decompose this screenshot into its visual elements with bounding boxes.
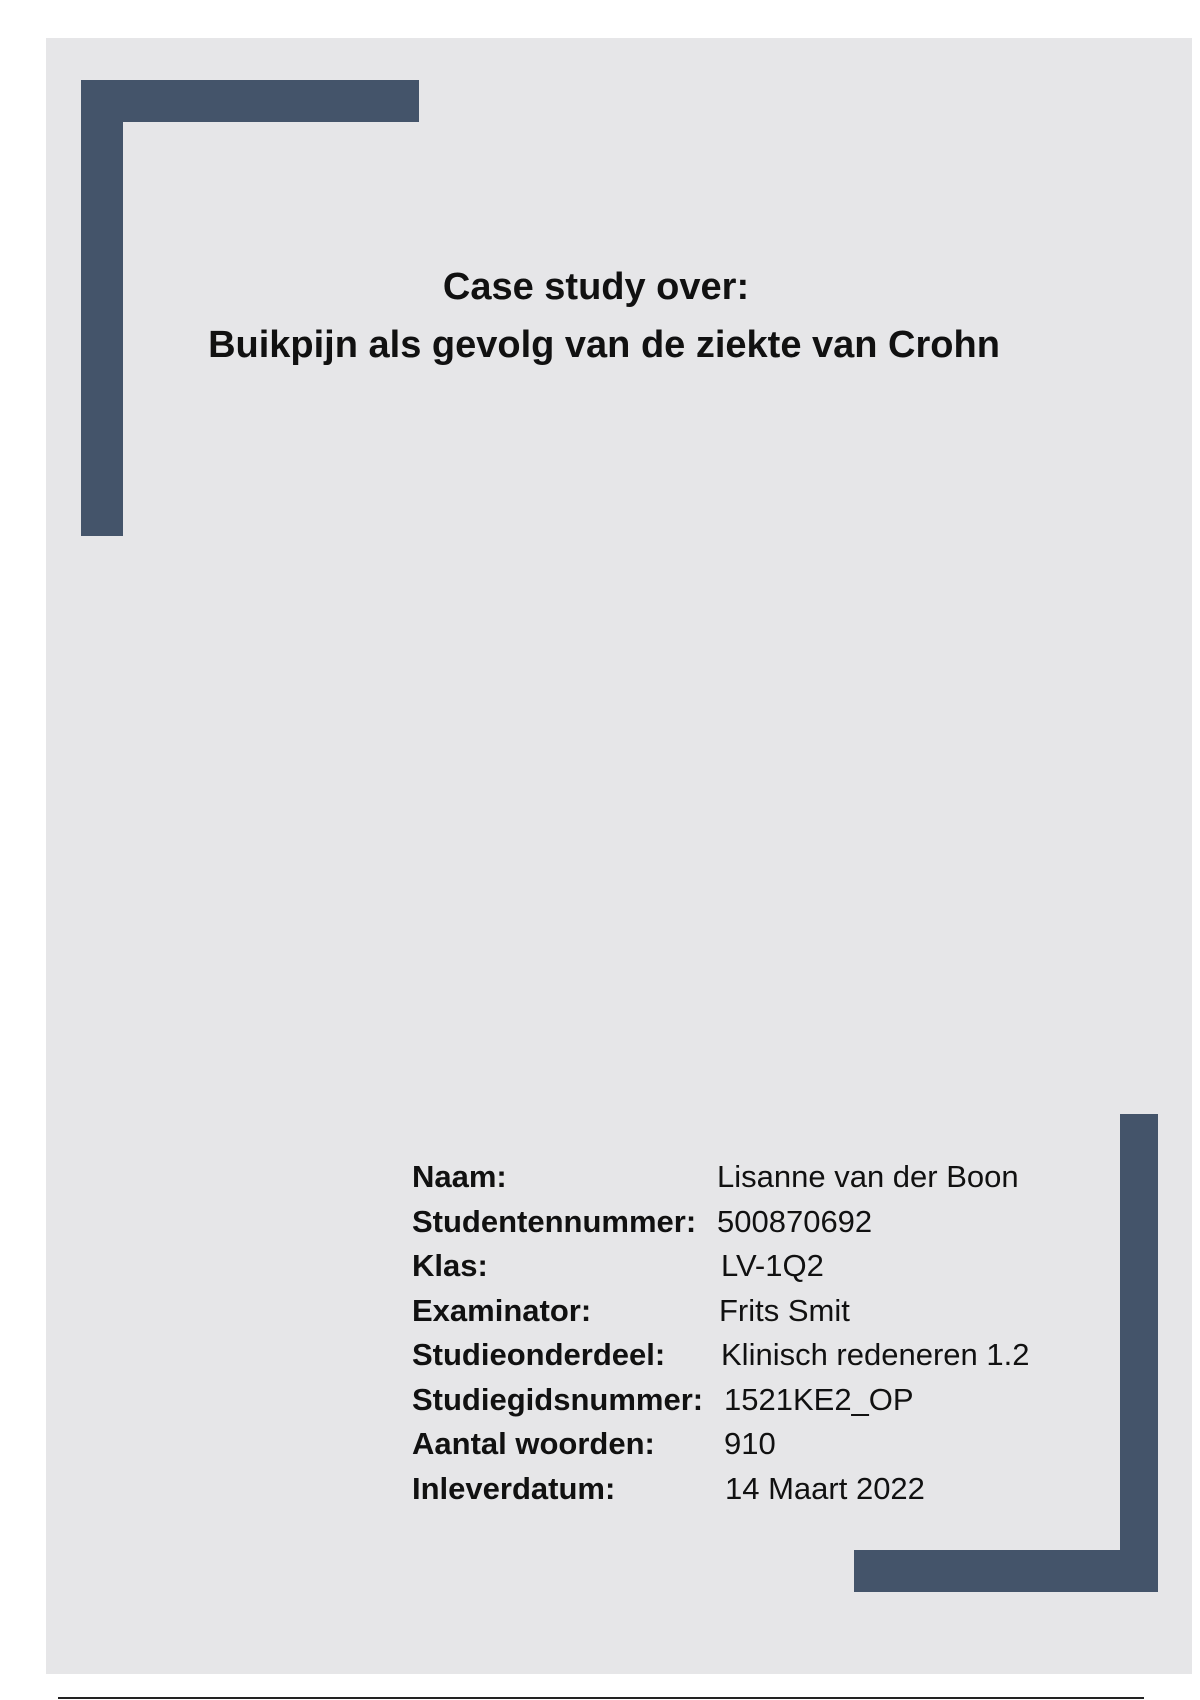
detail-value: 500870692 [717,1203,873,1239]
page-bottom-rule [58,1697,1144,1699]
detail-value: Klinisch redeneren 1.2 [721,1337,1030,1372]
detail-label: Studentennummer: [412,1203,697,1239]
detail-value: 14 Maart 2022 [725,1470,925,1506]
document-title [0,258,1200,374]
detail-label: Studiegidsnummer: [412,1381,704,1417]
detail-label: Inleverdatum: [412,1470,616,1506]
detail-value: Lisanne van der Boon [717,1159,1019,1194]
detail-label: Klas: [412,1248,488,1283]
detail-label: Naam: [412,1159,507,1194]
detail-label: Aantal woorden: [412,1426,655,1461]
detail-value: 1521KE2_OP [724,1381,914,1417]
title-line-2: Buikpijn als gevolg van de ziekte van Crohn [208,324,1000,366]
decor-bar-top-left-horizontal [81,80,419,122]
detail-value: Frits Smit [719,1292,850,1328]
detail-value: LV-1Q2 [721,1248,824,1283]
decor-bar-bottom-right-vertical [1120,1114,1158,1592]
detail-value: 910 [724,1426,776,1461]
title-line-1: Case study over: [442,266,750,308]
detail-label: Examinator: [412,1292,592,1328]
decor-bar-bottom-right-horizontal [854,1550,1158,1592]
detail-label: Studieonderdeel: [412,1337,666,1372]
